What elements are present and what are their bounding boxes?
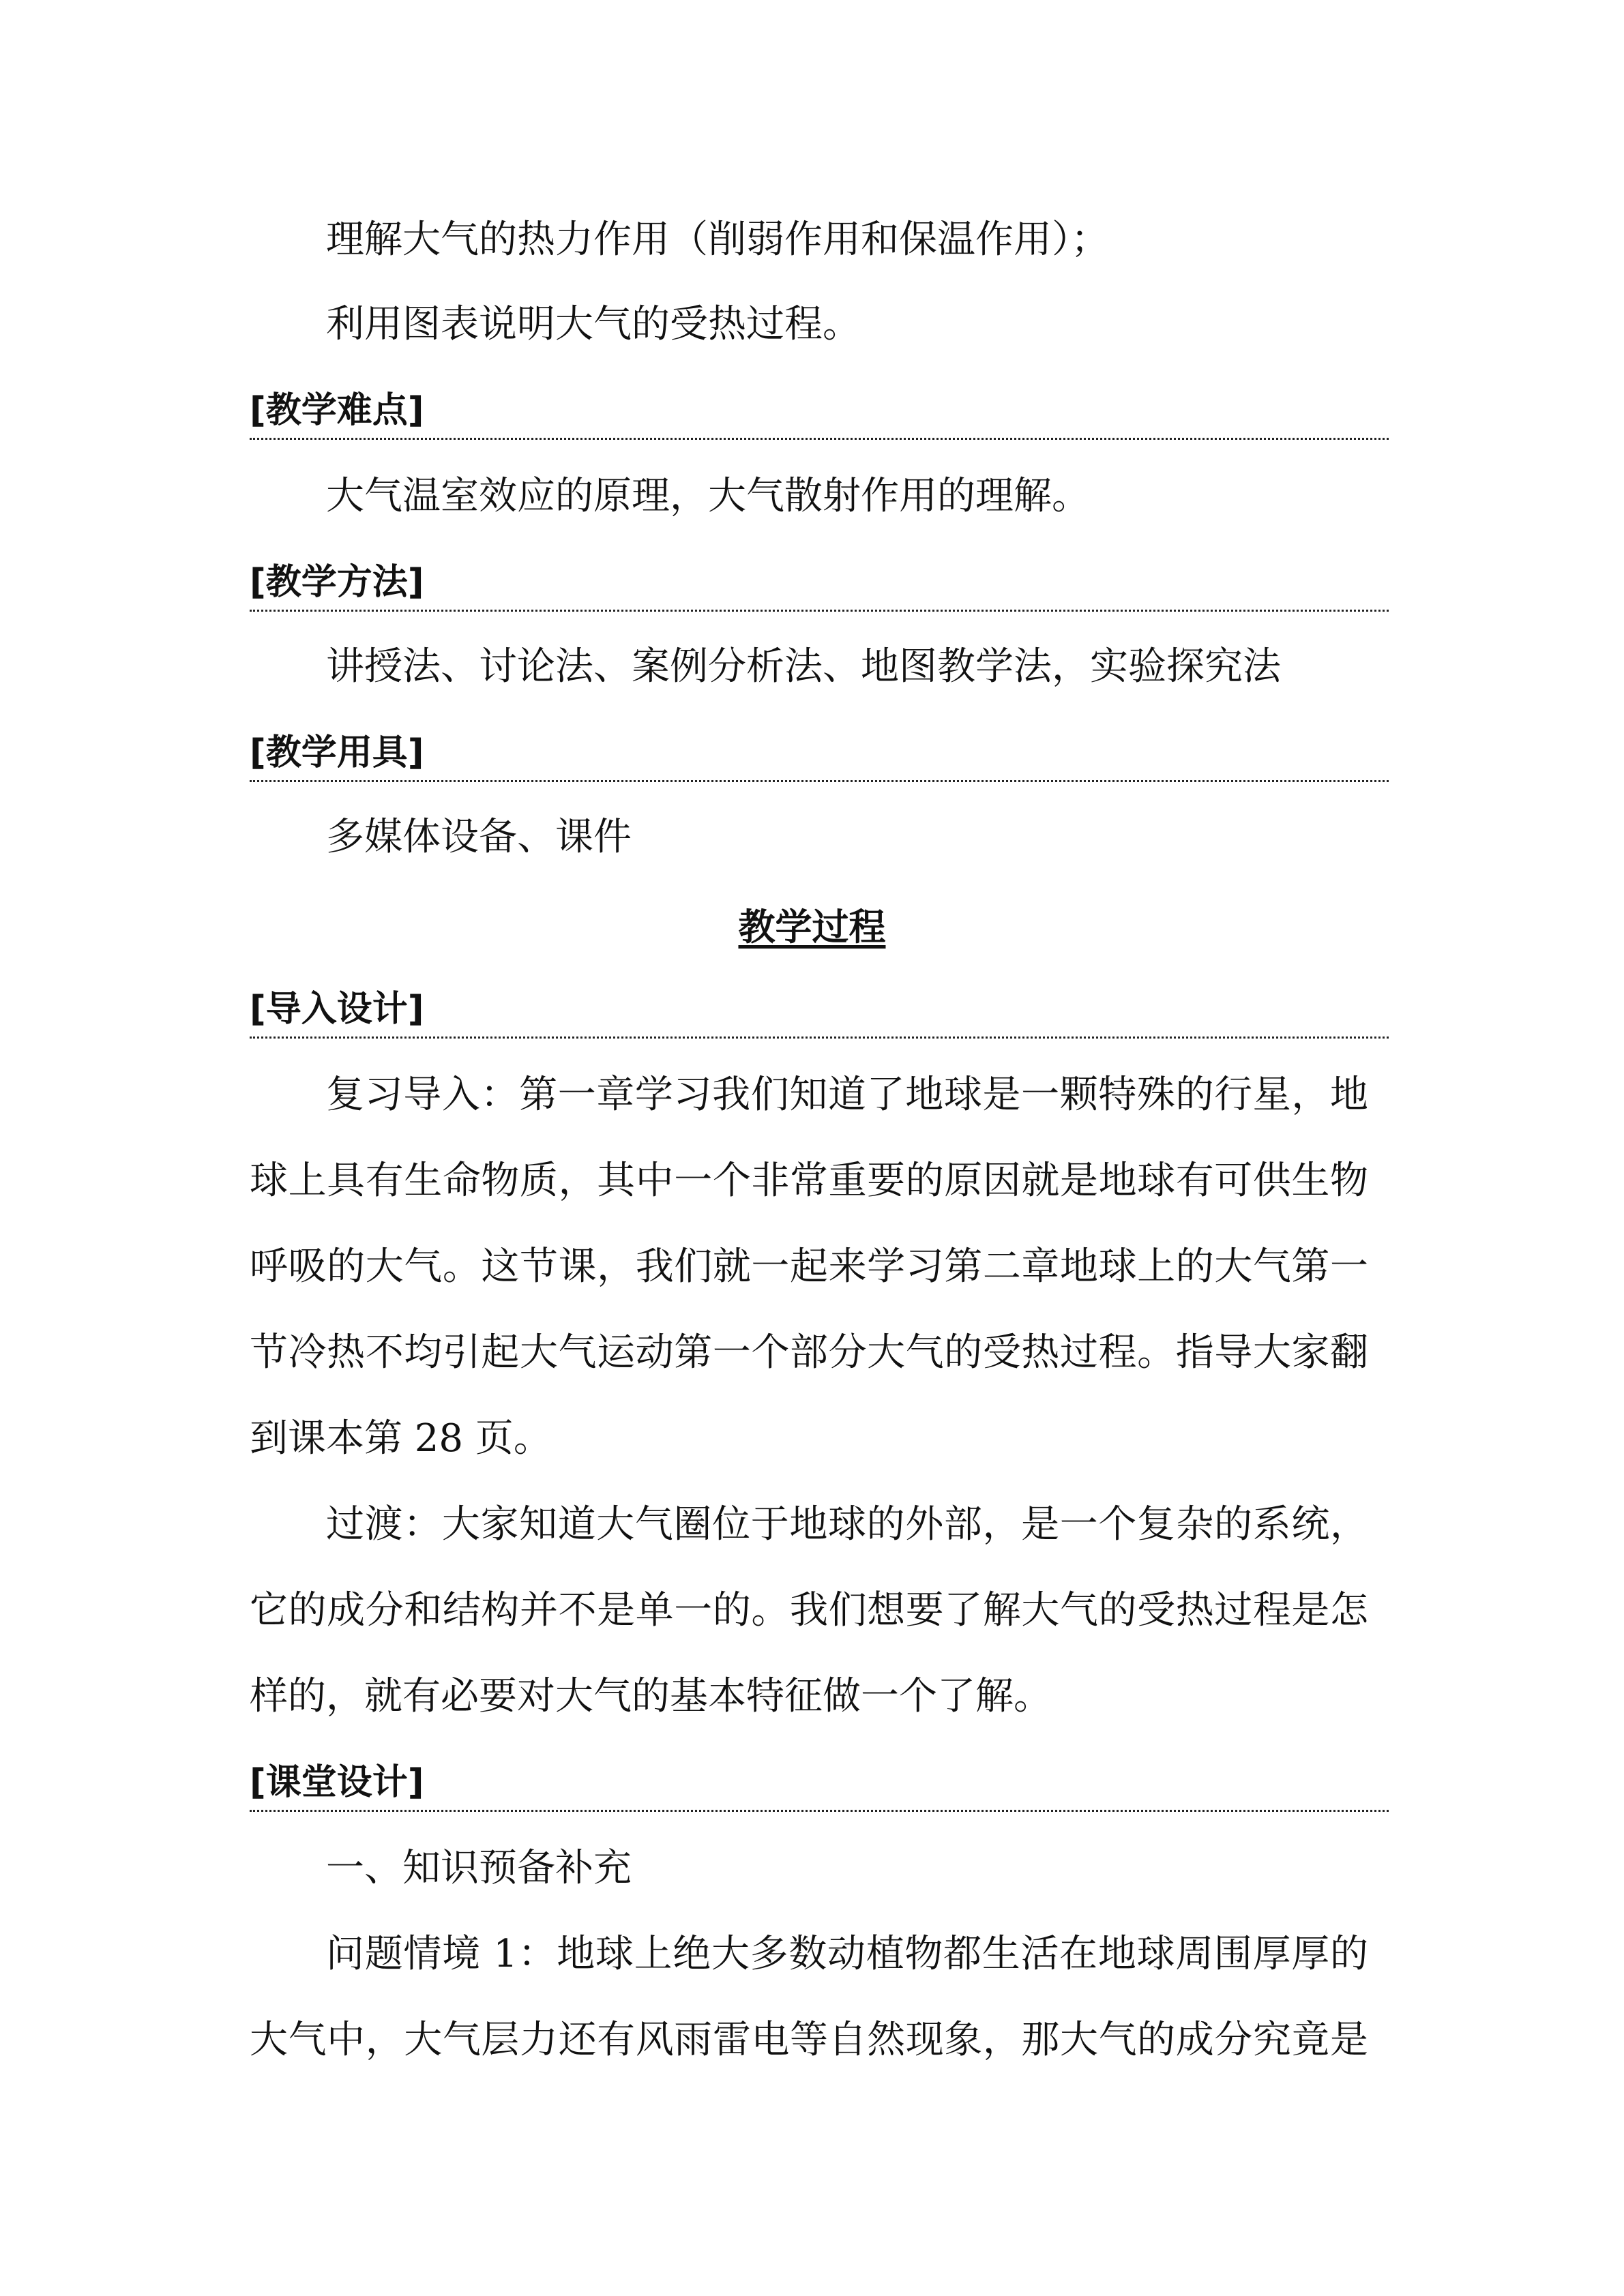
intro-line-3: 呼吸的大气。这节课，我们就一起来学习第二章地球上的大气第一 — [250, 1244, 1368, 1289]
problem-line-1: 问题情境 1：地球上绝大多数动植物都生活在地球周围厚厚的 — [326, 1932, 1368, 1976]
transition-line-3: 样的，就有必要对大气的基本特征做一个了解。 — [250, 1674, 1052, 1718]
intro-line-1: 复习导入：第一章学习我们知道了地球是一颗特殊的行星，地 — [326, 1073, 1368, 1117]
problem-line-2: 大气中，大气层力还有风雨雷电等自然现象，那大气的成分究竟是 — [250, 2018, 1368, 2062]
heading-intro-design: [导入设计] — [250, 987, 1389, 1039]
objective-line-2: 利用图表说明大气的受热过程。 — [326, 302, 861, 346]
heading-teaching-method: [教学方法] — [250, 561, 1389, 612]
tools-content: 多媒体设备、课件 — [326, 815, 632, 859]
difficulty-content: 大气温室效应的原理，大气散射作用的理解。 — [326, 474, 1090, 518]
heading-classroom-design: [课堂设计] — [250, 1761, 1389, 1812]
method-content: 讲授法、讨论法、案例分析法、地图教学法，实验探究法 — [326, 644, 1281, 689]
teaching-process-title: 教学过程 — [738, 906, 886, 949]
transition-line-1: 过渡：大家知道大气圈位于地球的外部，是一个复杂的系统， — [326, 1502, 1368, 1547]
transition-line-2: 它的成分和结构并不是单一的。我们想要了解大气的受热过程是怎 — [250, 1588, 1368, 1632]
intro-line-2: 球上具有生命物质，其中一个非常重要的原因就是地球有可供生物 — [250, 1159, 1368, 1203]
objective-line-1: 理解大气的热力作用（削弱作用和保温作用）； — [326, 218, 1109, 262]
heading-teaching-tools: [教学用具] — [250, 731, 1389, 782]
intro-line-4: 节冷热不均引起大气运动第一个部分大气的受热过程。指导大家翻 — [250, 1330, 1368, 1375]
intro-line-5: 到课本第 28 页。 — [250, 1416, 552, 1461]
classroom-item-1: 一、知识预备补充 — [326, 1846, 632, 1890]
heading-teaching-difficulty: [教学难点] — [250, 389, 1389, 440]
